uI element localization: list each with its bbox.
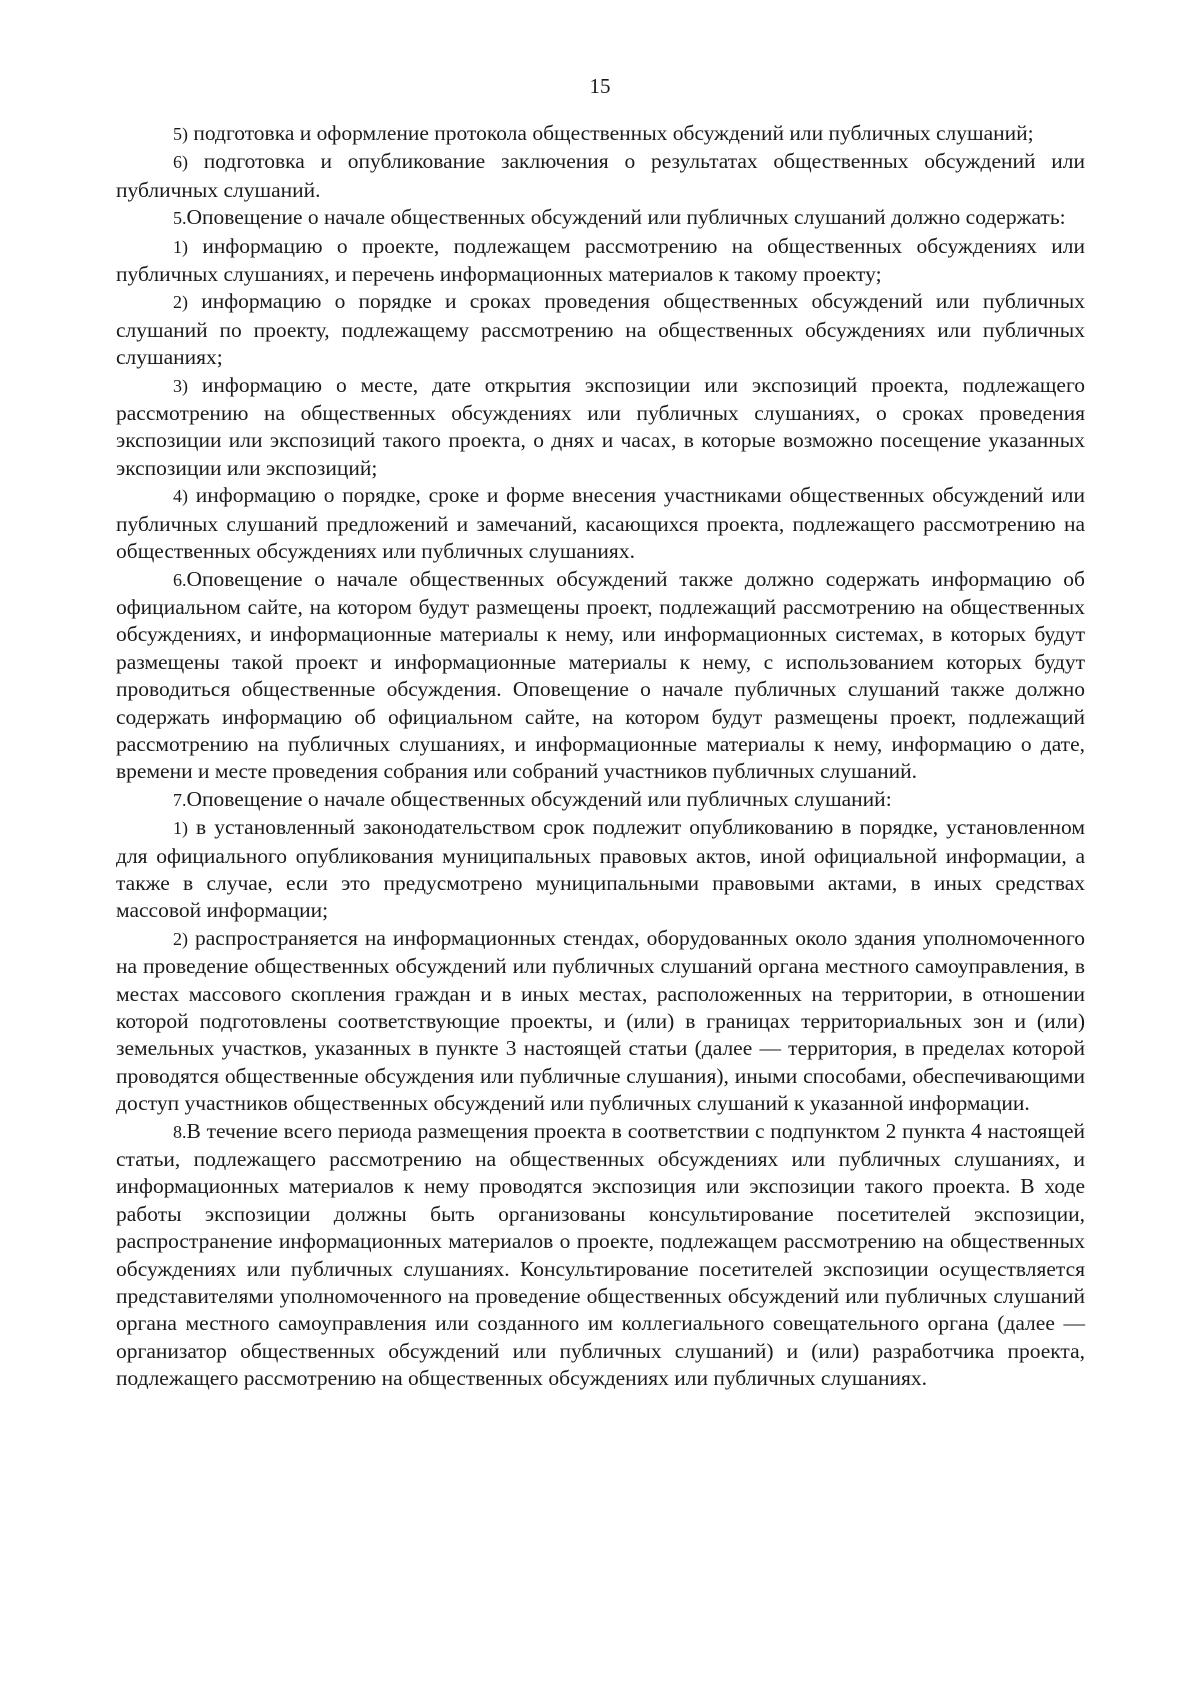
paragraph-item-3 <box>116 372 1085 483</box>
section-number: 7. <box>173 789 187 810</box>
paragraph-text: информацию о порядке и сроках проведения общественных обсуждений или публичных слушаний по проекту, подлежащему рассмотрению на общественных обсуждениях или публичных слушаниях; <box>116 289 1085 370</box>
paragraph-item-1 <box>116 814 1085 925</box>
paragraph-text: информацию о порядке, сроке и форме внесения участниками общественных обсуждений или публичных слушаний предложений и замечаний, касающихся проекта, подлежащего рассмотрению на общественных обсуждениях или публичных слушаниях. <box>116 483 1085 564</box>
page-number: 15 <box>589 74 611 98</box>
item-number: 2) <box>173 928 188 949</box>
paragraph-text: информацию о месте, дате открытия экспозиции или экспозиций проекта, подлежащего рассмотрению на общественных обсуждениях или публичных слушаниях, о сроках проведения экспозиции или экспозиций такого проекта, о днях и часах, в которые возможно посещение указанных экспозиции или экспозиций; <box>116 372 1085 480</box>
paragraph-section-7 <box>116 786 1085 814</box>
paragraph-item-4 <box>116 482 1085 565</box>
paragraph-item-1 <box>116 233 1085 289</box>
paragraph-text: подготовка и опубликование заключения о результатах общественных обсуждений или публичных слушаний. <box>116 149 1085 202</box>
paragraph-item-2 <box>116 288 1085 371</box>
section-number: 8. <box>173 1121 187 1142</box>
item-number: 1) <box>173 236 188 257</box>
item-number: 4) <box>173 486 188 507</box>
paragraph-item-2 <box>116 925 1085 1118</box>
paragraph-text: В течение всего периода размещения проекта в соответствии с подпунктом 2 пункта 4 настоящей статьи, подлежащего рассмотрению на общественных обсуждениях или публичных слушаниях, и информационных материалов к нему проводятся экспозиция или экспозиции такого проекта. В ходе работы экспозиции должны быть организованы консультирование посетителей экспозиции, распространение информационных материалов о проекте, подлежащем рассмотрению на общественных обсуждениях или публичных слушаниях. Консультирование посетителей экспозиции осуществляется представителями уполномоченного на проведение общественных обсуждений или публичных слушаний органа местного самоуправления или созданного им коллегиального совещательного органа (далее — организатор общественных обсуждений или публичных слушаний) и (или) разработчика проекта, подлежащего рассмотрению на общественных обсуждениях или публичных слушаниях. <box>116 1118 1085 1391</box>
paragraph-section-5 <box>116 204 1085 232</box>
paragraph-text: Оповещение о начале общественных обсуждений или публичных слушаний должно содержать: <box>186 205 1066 230</box>
paragraph-item-5 <box>116 120 1085 148</box>
paragraph-item-6 <box>116 148 1085 204</box>
paragraph-section-6 <box>116 566 1085 786</box>
item-number: 1) <box>173 818 188 839</box>
paragraph-text: подготовка и оформление протокола общественных обсуждений или публичных слушаний; <box>188 121 1034 145</box>
paragraph-text: информацию о проекте, подлежащем рассмотрению на общественных обсуждениях или публичных слушаниях, и перечень информационных материалов к такому проекту; <box>116 233 1085 287</box>
item-number: 6) <box>173 152 188 173</box>
paragraph-section-8 <box>116 1118 1085 1393</box>
paragraph-text: в установленный законодательством срок подлежит опубликованию в порядке, установленном для официального опубликования муниципальных правовых актов, иной официальной информации, а также в случае, если это предусмотрено муниципальными правовыми актами, в иных средствах массовой информации; <box>116 815 1085 923</box>
document-body <box>116 120 1085 1393</box>
paragraph-text: Оповещение о начале общественных обсуждений или публичных слушаний: <box>186 786 892 811</box>
item-number: 2) <box>173 292 188 313</box>
item-number: 5) <box>173 124 188 144</box>
section-number: 6. <box>173 569 187 590</box>
item-number: 3) <box>173 375 188 396</box>
paragraph-text: распространяется на информационных стендах, оборудованных около здания уполномоченного на проведение общественных обсуждений или публичных слушаний органа местного самоуправления, в местах массового скопления граждан и в иных местах, расположенных на территории, в отношении которой подготовлены соответствующие проекты, и (или) в границах территориальных зон и (или) земельных участков, указанных в пункте 3 настоящей статьи (далее — территория, в пределах которой проводятся общественные обсуждения или публичные слушания), иными способами, обеспечивающими доступ участников общественных обсуждений или публичных слушаний к указанной информации. <box>116 925 1085 1116</box>
section-number: 5. <box>173 208 187 229</box>
paragraph-text: Оповещение о начале общественных обсуждений также должно содержать информацию об официальном сайте, на котором будут размещены проект, подлежащий рассмотрению на общественных обсуждениях, и информационные материалы к нему, или информационных системах, в которых будут размещены такой проект и информационные материалы к нему, с использованием которых будут проводиться общественные обсуждения. Оповещение о начале публичных слушаний также должно содержать информацию об официальном сайте, на котором будут размещены проект, подлежащий рассмотрению на публичных слушаниях, и информационные материалы к нему, информацию о дате, времени и месте проведения собрания или собраний участников публичных слушаний. <box>116 566 1085 784</box>
